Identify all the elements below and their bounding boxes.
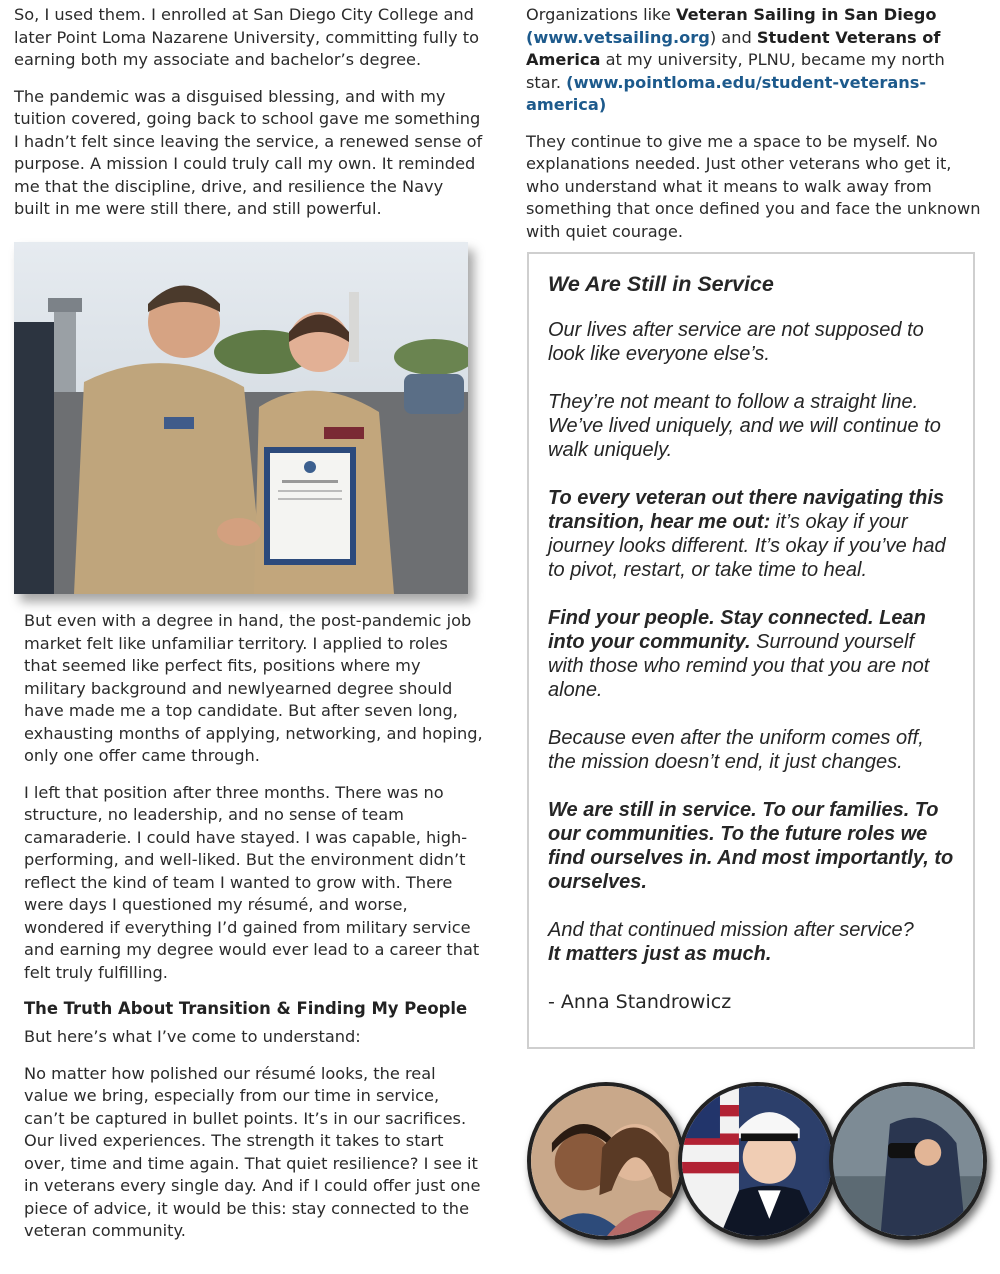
org-name: Student Veterans of America <box>526 27 941 69</box>
quote-paragraph: Because even after the uniform comes off, the mission doesn’t end, it just changes. <box>548 727 924 773</box>
quote-title: We Are Still in Service <box>548 272 774 296</box>
quote-paragraph <box>548 606 955 702</box>
paragraph: They continue to give me a space to be myself. No explanations needed. Just other veterans who get it, who understand what it means to walk away from something that once defined you and face the unknown with quiet courage. <box>526 131 981 241</box>
org-name: Veteran Sailing in San Diego <box>675 5 937 24</box>
paragraph: I left that position after three months. There was no structure, no leadership, and no sense of team camaraderie. I could have stayed. I was capable, high-performing, and well-liked. But the environment didn’t reflect the kind of team I wanted to grow with. There were days I questioned my résumé, and worse, wondered if everything I’d gained from military service and earning my degree would ever lead to a career that felt truly fulfilling. <box>24 782 480 982</box>
paragraph: The pandemic was a disguised blessing, and with my tuition covered, going back to school gave me something I hadn’t felt since leaving the service, a renewed sense of purpose. A mission I could truly call my own. It reminded me that the discipline, drive, and resilience the Navy built in me were still there, and still powerful. <box>14 86 483 218</box>
text: it’s okay if your journey looks different. It’s okay if you’ve had to pivot, restart, or take time to heal. <box>548 511 946 581</box>
still-in-service-box <box>527 252 975 1049</box>
text: Organizations like <box>526 5 676 24</box>
emphasis: It matters just as much. <box>548 943 772 965</box>
right-column-top <box>526 4 984 257</box>
quote-paragraph: We are still in service. To our families. To our communities. To the future roles we find ourselves in. And most importantly, to ourselves. <box>548 799 954 893</box>
quote-paragraph <box>548 486 955 582</box>
text: And that continued mission after service? <box>548 919 914 941</box>
sailor-photo <box>678 1082 836 1240</box>
quote-paragraph: They’re not meant to follow a straight line. We’ve lived uniquely, and we will continue to walk uniquely. <box>548 391 941 461</box>
signature: - Anna Standrowicz <box>548 991 732 1013</box>
emphasis: Find your people. Stay connected. Lean into your community. <box>548 607 926 653</box>
emphasis: To every veteran out there navigating this transition, hear me out: <box>548 487 945 533</box>
quote-paragraph: Our lives after service are not supposed to look like everyone else’s. <box>548 319 924 365</box>
paragraph: But here’s what I’ve come to understand: <box>24 1027 361 1046</box>
quote-paragraph <box>548 918 955 966</box>
circle-photos <box>527 1082 987 1247</box>
officers-certificate-photo <box>14 242 468 594</box>
vetsailing-link[interactable]: (www.vetsailing.org <box>526 27 710 47</box>
paragraph: But even with a degree in hand, the post-pandemic job market felt like unfamiliar territory. I applied to roles that seemed like perfect fits, positions where my military background and newlyearned degree should have made me a top candidate. But after seven long, exhausting months of applying, networking, and hoping, only one offer came through. <box>24 611 483 765</box>
organizations-paragraph <box>526 4 984 117</box>
left-column-bottom <box>24 610 484 1257</box>
paragraph: No matter how polished our résumé looks, the real value we bring, especially from our time in service, can’t be captured in bullet points. It’s in our sacrifices. Our lived experiences. The strength it takes to start over, time and time again. That quiet resilience? I see it in veterans every single day. And if I could offer just one piece of advice, it would be this: stay connected to the veteran community. <box>24 1063 481 1240</box>
text: ) and <box>709 27 757 47</box>
pointloma-link[interactable]: (www.pointloma.edu/student-veterans-america) <box>526 72 927 114</box>
text: at my university, PLNU, became my north star. <box>526 50 945 92</box>
family-photo <box>527 1082 685 1240</box>
paragraph: So, I used them. I enrolled at San Diego City College and later Point Loma Nazarene University, committing fully to earning both my associate and bachelor’s degree. <box>14 5 479 69</box>
left-column-top <box>14 4 484 235</box>
binoculars-photo <box>829 1082 987 1240</box>
text: Surround yourself with those who remind you that you are not alone. <box>548 631 930 701</box>
section-heading: The Truth About Transition & Finding My People <box>24 999 468 1018</box>
